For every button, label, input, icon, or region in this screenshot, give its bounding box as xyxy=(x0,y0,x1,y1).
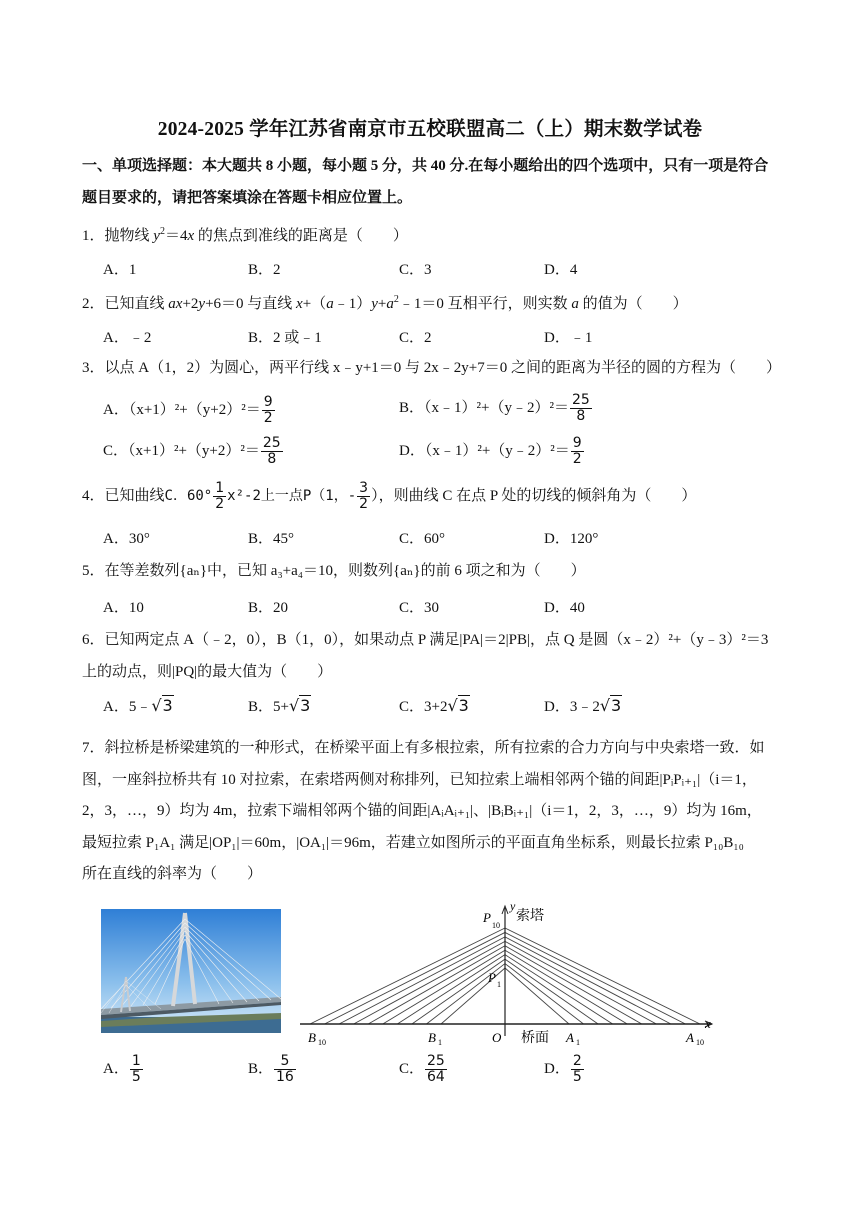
question-3-options-row2 xyxy=(103,433,783,473)
x-axis-label: x xyxy=(705,1016,711,1031)
label-a1: A xyxy=(566,1030,574,1045)
option-d[interactable]: D． $\frac{2}{5}$ xyxy=(544,1053,582,1085)
question-4-options xyxy=(103,527,783,553)
option-c[interactable]: C．3+2√3 xyxy=(399,696,469,715)
section-heading-line2: 题目要求的，请把答案填涂在答题卡相应位置上。 xyxy=(82,190,413,206)
option-a[interactable]: A．（x+1）²+（y+2）²＝ $\frac{9}{2}$ xyxy=(103,394,273,426)
option-b[interactable]: B．20 xyxy=(248,600,289,616)
question-6-line1: 6．已知两定点 A（﹣2，0），B（1，0），如果动点 P 满足|PA|＝2|PB|，点 Q 是圆（x﹣2）²+（y﹣3）²＝3 xyxy=(82,632,769,648)
exam-title: 2024-2025 学年江苏省南京市五校联盟高二（上）期末数学试卷 xyxy=(157,119,703,140)
option-c[interactable]: C． $\frac{25}{64}$ xyxy=(399,1053,445,1085)
question-5-options xyxy=(103,596,783,622)
option-d[interactable]: D．3﹣2√3 xyxy=(544,696,622,715)
option-a[interactable]: A．30° xyxy=(103,531,150,547)
label-p1: P xyxy=(488,970,496,985)
label-tower: 索塔 xyxy=(516,909,544,924)
question-1: 1．抛物线 $y^2=4x$ 的焦点到准线的距离是（ ） xyxy=(82,226,408,244)
label-a10-sub: 10 xyxy=(696,1038,704,1046)
question-1-options xyxy=(103,258,783,284)
option-b[interactable]: B．5+√3 xyxy=(248,696,311,715)
question-6-options xyxy=(103,695,783,721)
option-c[interactable]: C．30 xyxy=(399,600,440,616)
label-b10-sub: 10 xyxy=(318,1038,326,1046)
cable-line xyxy=(505,937,671,1024)
option-b[interactable]: B．（x﹣1）²+（y﹣2）²＝ $\frac{25}{8}$ xyxy=(399,392,590,424)
question-2: 2．已知直线 ax+2y+6＝0 与直线 $x+(a﹣1)y+a^2﹣1=0$ 互相平行，则实数 a 的值为（ ） xyxy=(82,294,688,312)
label-p10-sub: 10 xyxy=(492,921,500,930)
option-c[interactable]: C．60° xyxy=(399,531,446,547)
label-b10: B xyxy=(308,1030,316,1045)
option-b[interactable]: B．2 或﹣1 xyxy=(248,330,322,346)
option-a[interactable]: A． $\frac{1}{5}$ xyxy=(103,1053,141,1085)
cable-line xyxy=(505,950,627,1024)
bridge-photo xyxy=(101,909,281,1033)
option-d[interactable]: D．4 xyxy=(544,262,578,278)
question-7-line3: 2，3，…，9）均为 4m，拉索下端相邻两个锚的间距|AᵢAᵢ₊₁|、|BᵢBᵢ₊₁|（i＝1，2，3，…，9）均为 16m， xyxy=(82,803,762,819)
label-origin: O xyxy=(492,1030,502,1045)
option-b[interactable]: B． $\frac{5}{16}$ xyxy=(248,1053,294,1085)
option-d[interactable]: D．﹣1 xyxy=(544,330,593,346)
section-heading xyxy=(82,150,782,214)
option-d[interactable]: D．120° xyxy=(544,531,599,547)
question-6-line2: 上的动点，则|PQ|的最大值为（ ） xyxy=(82,664,333,680)
label-b1-sub: 1 xyxy=(438,1038,442,1046)
option-a[interactable]: A．10 xyxy=(103,600,144,616)
option-a[interactable]: A．5﹣√3 xyxy=(103,696,173,715)
label-a1-sub: 1 xyxy=(576,1038,580,1046)
option-d[interactable]: D．40 xyxy=(544,600,585,616)
question-6 xyxy=(82,630,782,682)
label-p1-sub: 1 xyxy=(497,980,501,989)
bridge-diagram xyxy=(296,900,720,1046)
question-7-line1: 7．斜拉桥是桥梁建筑的一种形式，在桥梁平面上有多根拉索，所有拉索的合力方向与中央索塔一致．如 xyxy=(82,740,765,756)
option-a[interactable]: A．1 xyxy=(103,262,137,278)
section-heading-line1: 一、单项选择题：本大题共 8 小题，每小题 5 分，共 40 分.在每小题给出的四个选项中，只有一项是符合 xyxy=(82,158,769,174)
question-7-line5: 所在直线的斜率为（ ） xyxy=(82,866,263,882)
option-c[interactable]: C．3 xyxy=(399,262,432,278)
option-b[interactable]: B．45° xyxy=(248,531,295,547)
question-2-options xyxy=(103,326,783,352)
option-a[interactable]: A．﹣2 xyxy=(103,330,152,346)
label-deck: 桥面 xyxy=(521,1031,549,1046)
y-axis-label: y xyxy=(510,900,516,913)
question-3-options-row1 xyxy=(103,390,783,430)
question-4: 4．已知曲线C．60° $\frac{1}{2}$ x²-2上一点P（1，- $\frac{3}{2}$ ），则曲线 C 在点 P 处的切线的倾斜角为（ ） xyxy=(82,480,697,513)
cable-line xyxy=(339,937,505,1024)
option-b[interactable]: B．2 xyxy=(248,262,281,278)
question-7-options xyxy=(103,1052,783,1092)
question-7-line4: 最短拉索 P₁A₁ 满足|OP₁|＝60m，|OA₁|＝96m，若建立如图所示的平面直角坐标系，则最长拉索 P₁₀B₁₀ xyxy=(82,834,744,851)
label-p10: P xyxy=(483,910,491,925)
cable-line xyxy=(383,950,505,1024)
label-b1: B xyxy=(428,1030,436,1045)
option-c[interactable]: C．（x+1）²+（y+2）²＝ $\frac{25}{8}$ xyxy=(103,435,281,467)
cable-line xyxy=(505,964,584,1024)
question-7 xyxy=(82,733,782,891)
question-3: 3．以点 A（1，2）为圆心，两平行线 x﹣y+1＝0 与 2x﹣2y+7＝0 之间的距离为半径的圆的方程为（ ） xyxy=(82,360,782,376)
question-7-line2: 图，一座斜拉桥共有 10 对拉索，在索塔两侧对称排列，已知拉索上端相邻两个锚的间距|PᵢPᵢ₊₁|（i＝1， xyxy=(82,771,757,788)
option-d[interactable]: D．（x﹣1）²+（y﹣2）²＝ $\frac{9}{2}$ xyxy=(399,435,582,467)
label-a10: A xyxy=(686,1030,694,1045)
option-c[interactable]: C．2 xyxy=(399,330,432,346)
question-5: 5．在等差数列{aₙ}中，已知 a₃+a₄＝10，则数列{aₙ}的前 6 项之和为（ ） xyxy=(82,563,586,579)
